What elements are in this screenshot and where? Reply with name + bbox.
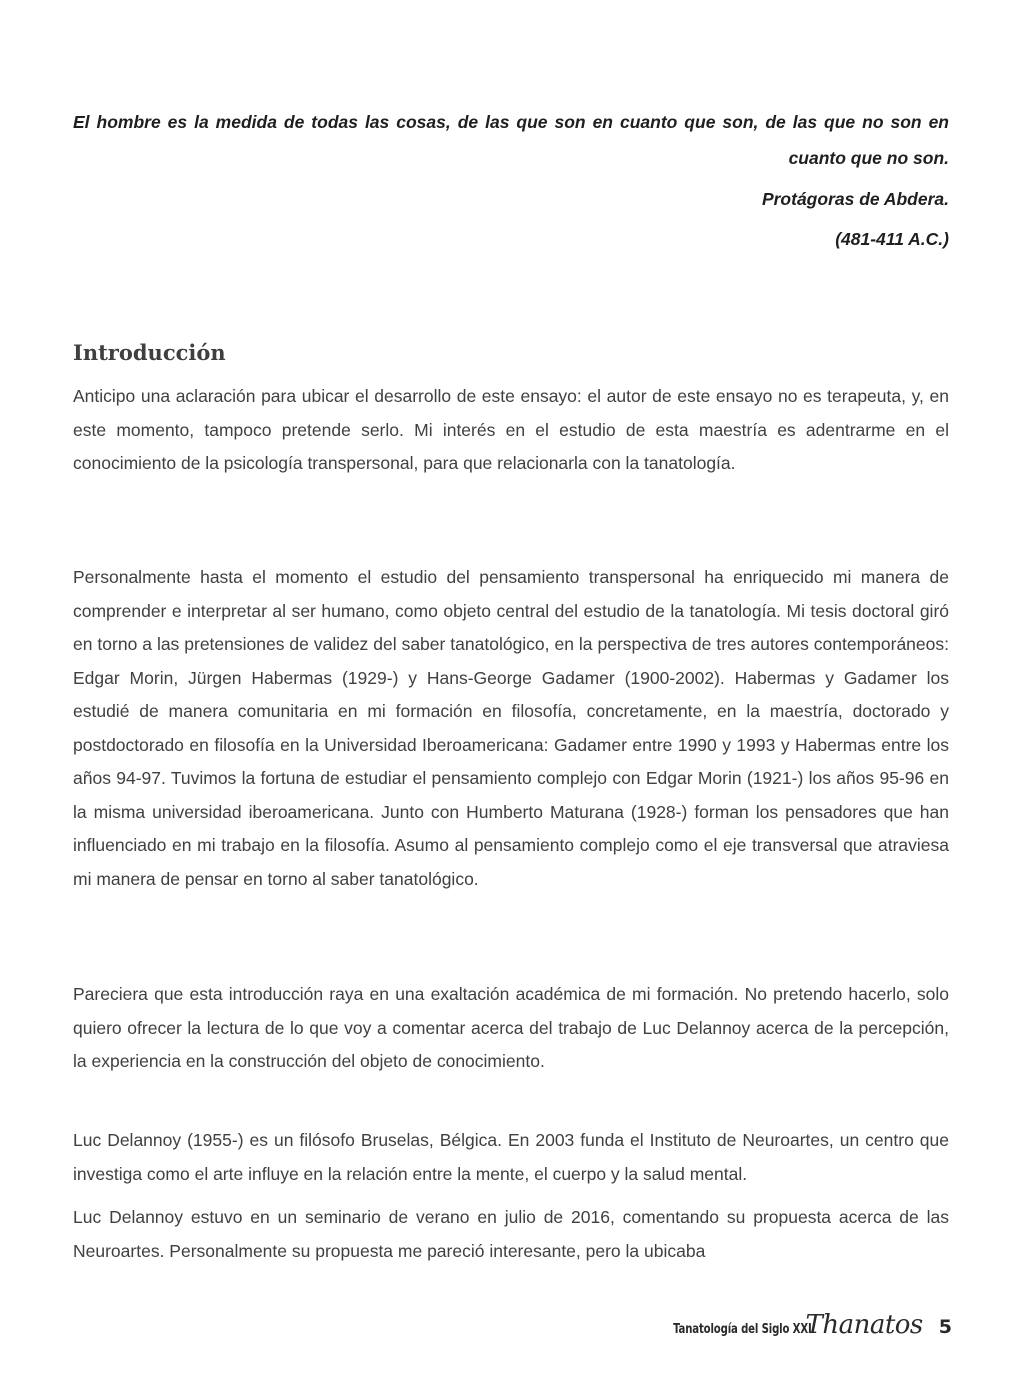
epigraph-author: Protágoras de Abdera. xyxy=(761,189,949,209)
section-heading: Introducción xyxy=(73,340,226,365)
page-footer xyxy=(634,1310,952,1340)
paragraph-4: Luc Delannoy (1955-) es un filósofo Bruselas, Bélgica. En 2003 funda el Instituto de Neuroartes, un centro que investiga como el arte influye en la relación entre la mente, el cuerpo y la salud mental. xyxy=(73,1130,949,1184)
journal-name: Tanatología del Siglo XXI xyxy=(672,1322,812,1337)
paragraph-2: Personalmente hasta el momento el estudio del pensamiento transpersonal ha enriquecido mi manera de comprender e interpretar al ser humano, como objeto central del estudio de la tanatología. Mi tesis doctoral giró en torno a las pretensiones de validez del saber tanatológico, en la perspectiva de tres autores contemporáneos: Edgar Morin, Jürgen Habermas (1929-) y Hans-George Gadamer (1900-2002). Habermas y Gadamer los estudié de manera comunitaria en mi formación en filosofía, concretamente, en la maestría, doctorado y postdoctorado en filosofía en la Universidad Iberoamericana: Gadamer entre 1990 y 1993 y Habermas entre los años 94-97. Tuvimos la fortuna de estudiar el pensamiento complejo con Edgar Morin (1921-) los años 95-96 en la misma universidad iberoamericana. Junto con Humberto Maturana (1928-) forman los pensadores que han influenciado en mi trabajo en la filosofía. Asumo al pensamiento complejo como el eje transversal que atraviesa mi manera de pensar en torno al saber tanatológico. xyxy=(73,567,949,889)
paragraph-1: Anticipo una aclaración para ubicar el desarrollo de este ensayo: el autor de este ensayo no es terapeuta, y, en este momento, tampoco pretende serlo. Mi interés en el estudio de esta maestría es adentrarme en el conocimiento de la psicología transpersonal, para que relacionarla con la tanatología. xyxy=(73,386,949,473)
epigraph-dates: (481-411 A.C.) xyxy=(835,229,949,249)
paragraph-3: Pareciera que esta introducción raya en una exaltación académica de mi formación. No pretendo hacerlo, solo quiero ofrecer la lectura de lo que voy a comentar acerca del trabajo de Luc Delannoy acerca de la percepción, la experiencia en la construcción del objeto de conocimiento. xyxy=(73,984,949,1071)
journal-logo: Thanatos xyxy=(805,1310,923,1340)
page-number: 5 xyxy=(938,1316,952,1338)
paragraph-5: Luc Delannoy estuvo en un seminario de verano en julio de 2016, comentando su propuesta acerca de las Neuroartes. Personalmente su propuesta me pareció interesante, pero la ubicaba xyxy=(73,1207,949,1261)
epigraph-quote: El hombre es la medida de todas las cosas, de las que son en cuanto que son, de las que no son en cuanto que no son. xyxy=(73,112,949,168)
epigraph xyxy=(73,104,949,251)
